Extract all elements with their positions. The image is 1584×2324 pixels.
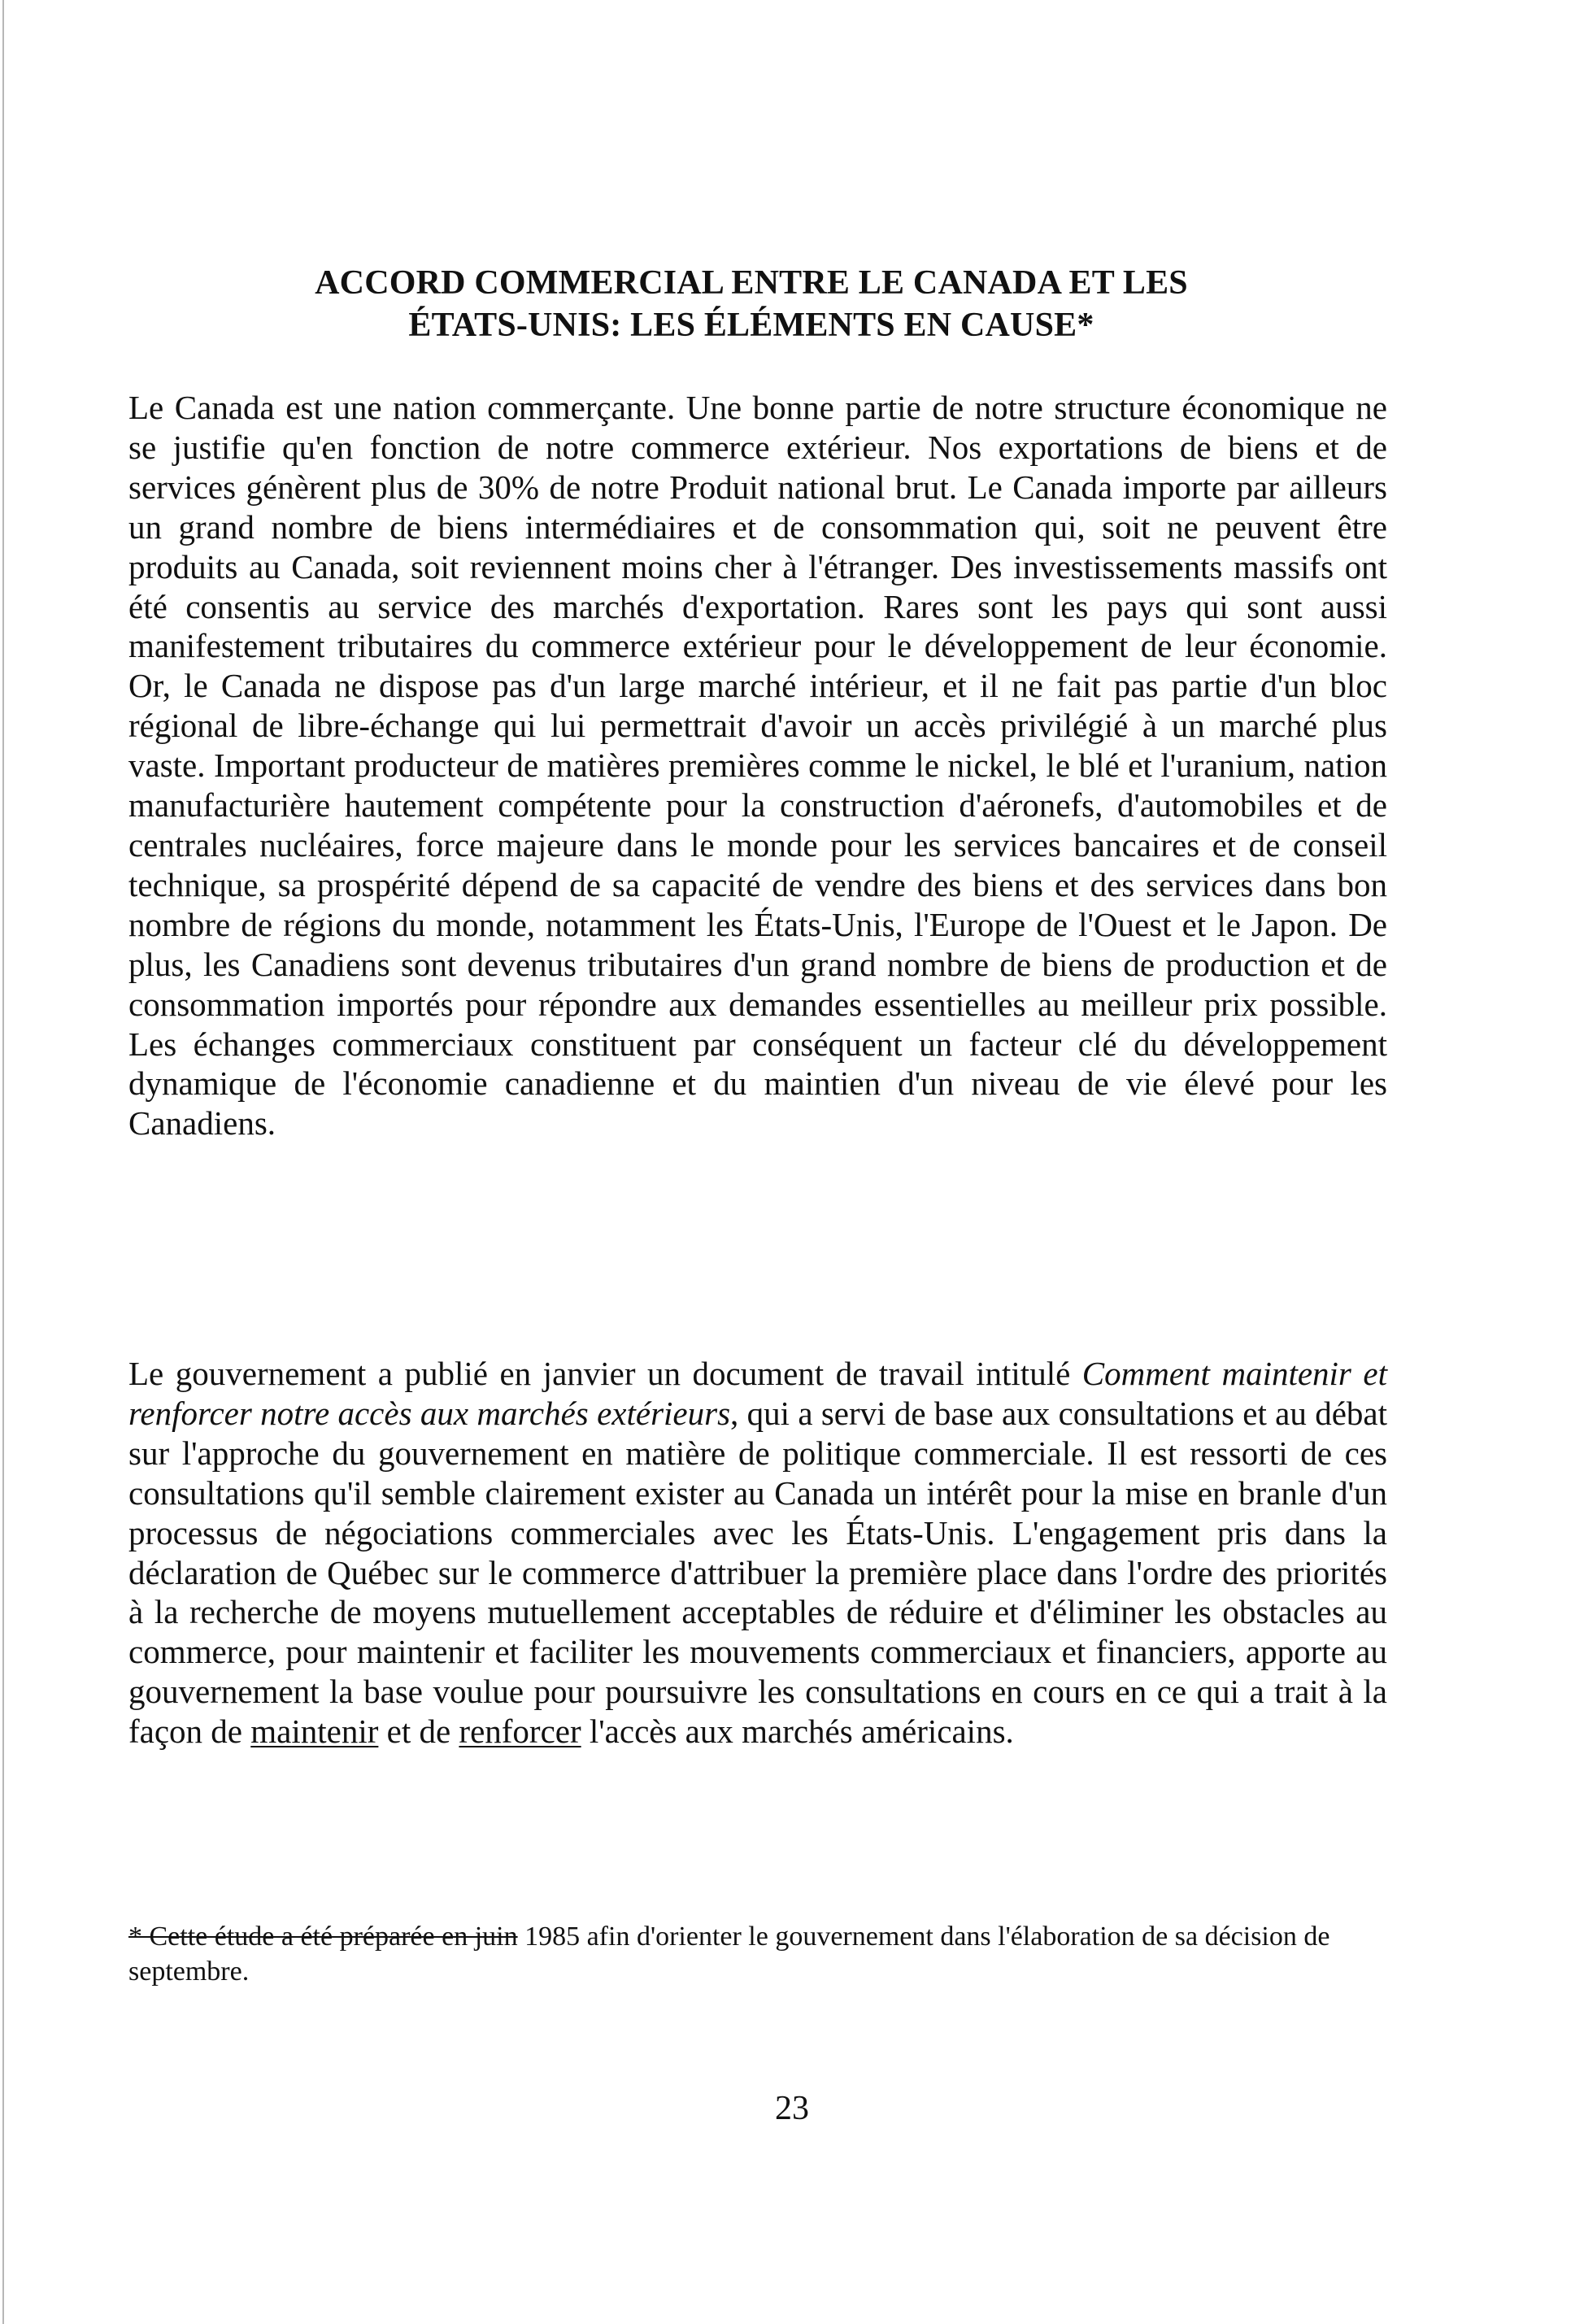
document-title <box>179 262 1324 346</box>
footnote <box>128 1919 1387 1989</box>
underlined-renforcer: renforcer <box>459 1713 581 1751</box>
document-title-line-2: ÉTATS-UNIS: LES ÉLÉMENTS EN CAUSE* <box>408 307 1094 344</box>
paragraph-2-connector: et de <box>378 1713 459 1751</box>
document-title-line-1: ACCORD COMMERCIAL ENTRE LE CANADA ET LES <box>315 264 1188 302</box>
paragraph-2-lead: Le gouvernement a publié en janvier un document de travail intitulé <box>128 1355 1082 1392</box>
left-edge-rule <box>2 0 4 2324</box>
body-paragraph-2 <box>128 1354 1387 1752</box>
page-number: 23 <box>775 2090 809 2127</box>
paragraph-2-middle: , qui a servi de base aux consultations et au débat sur l'approche du gouvernement en matière de politique commerciale. Il est ressorti de ces consultations qu'il semble clairement exister au Canada un intérêt pour la mise en branle d'un processus de négociations commerciales avec les États-Unis. L'engagement pris dans la déclaration de Québec sur le commerce d'attribuer la première place dans l'ordre des priorités à la recherche de moyens mutuellement acceptables de réduire et d'éliminer les obstacles au commerce, pour maintenir et faciliter les mouvements commerciaux et financiers, apporte au gouvernement la base voulue pour poursuivre les consultations en cours en ce qui a trait à la façon de <box>128 1394 1387 1751</box>
body-paragraph-1: Le Canada est une nation commerçante. Une bonne partie de notre structure économique ne se justifie qu'en fonction de notre commerce extérieur. Nos exportations de biens et de services génèrent plus de 30% de notre Produit national brut. Le Canada importe par ailleurs un grand nombre de biens intermédiaires et de consommation qui, soit ne peuvent être produits au Canada, soit reviennent moins cher à l'étranger. Des investissements massifs ont été consentis au service des marchés d'exportation. Rares sont les pays qui sont aussi manifestement tributaires du commerce extérieur pour le développement de leur économie. Or, le Canada ne dispose pas d'un large marché intérieur, et il ne fait pas partie d'un bloc régional de libre-échange qui lui permettrait d'avoir un accès privilégié à un marché plus vaste. Important producteur de matières premières comme le nickel, le blé et l'uranium, nation manufacturière hautement compétente pour la construction d'aéronefs, d'automobiles et de centrales nucléaires, force majeure dans le monde pour les services bancaires et de conseil technique, sa prospérité dépend de sa capacité de vendre des biens et des services dans bon nombre de régions du monde, notamment les États-Unis, l'Europe de l'Ouest et le Japon. De plus, les Canadiens sont devenus tributaires d'un grand nombre de biens de production et de consommation importés pour répondre aux demandes essentielles au meilleur prix possible. Les échanges commerciaux constituent par conséquent un facteur clé du développement dynamique de l'économie canadienne et du maintien d'un niveau de vie élevé pour les Canadiens. <box>128 389 1387 1142</box>
footnote-text: 1985 afin d'orienter le gouvernement dans l'élaboration de sa décision de septembre. <box>128 1921 1330 1987</box>
paragraph-2-tail: l'accès aux marchés américains. <box>581 1713 1014 1751</box>
working-paper-title: Comment maintenir et renforcer notre accès aux marchés extérieurs <box>128 1355 1387 1432</box>
underlined-maintenir: maintenir <box>250 1713 379 1751</box>
footnote-struck-text: * Cette étude a été préparée en juin <box>128 1921 518 1952</box>
